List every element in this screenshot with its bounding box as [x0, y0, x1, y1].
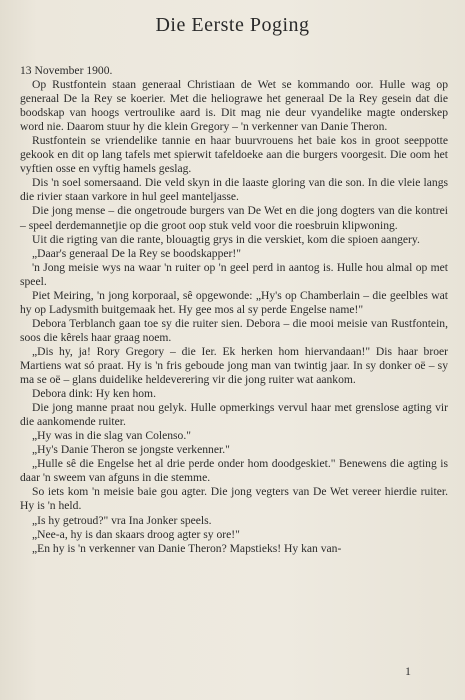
- paragraph: Debora dink: Hy ken hom.: [32, 387, 156, 401]
- paragraph: „Nee-a, hy is dan skaars droog agter sy ore!": [32, 527, 240, 541]
- paragraph: Piet Meiring, 'n jong korporaal, sê opgewonde: „Hy's op Chamberlain – die geelbles wat hy op Ladysmith buitgemaak het. Hy gee mos al sy perde Engelse name!": [20, 288, 448, 316]
- paragraph-date: 13 November 1900.: [20, 64, 113, 77]
- paragraph: „Hy was in die slag van Colenso.": [32, 429, 191, 443]
- paragraph: „Dis hy, ja! Rory Gregory – die Ier. Ek herken hom hiervandaan!" Dis haar broer Martiens wat só praat. Hy is 'n fris geboude jong man van twintig jaar. In sy donker oë – sy ma se oë – glans duidelike heldeverering vir die jong ruiter wat aankom.: [20, 344, 448, 387]
- paragraph: „Hy's Danie Theron se jongste verkenner.": [32, 443, 230, 457]
- paragraph: „Hulle sê die Engelse het al drie perde onder hom doodgeskiet." Benewens die agting is daar 'n sweem van afguns in die stemme.: [20, 457, 448, 485]
- paragraph: Rustfontein se vriendelike tannie en haar buurvrouens het baie kos in groot seeppotte gekook en dit op lang tafels met spierwit tafeldoeke aan die burgers voorgesit. Die oom het vyftien osse en vyftig hamels geslag.: [20, 134, 448, 176]
- paragraph: „Is hy getroud?" vra Ina Jonker speels.: [32, 513, 212, 527]
- chapter-title: Die Eerste Poging: [155, 14, 310, 36]
- paragraph: Die jong manne praat nou gelyk. Hulle opmerkings vervul haar met grenslose agting vir die aankomende ruiter.: [20, 401, 448, 429]
- paragraph: Uit die rigting van die rante, blouagtig grys in die verskiet, kom die spioen aangery.: [32, 232, 420, 246]
- paragraph: Op Rustfontein staan generaal Christiaan de Wet se kommando oor. Hulle wag op generaal De la Rey se koerier. Met die heliograwe het generaal De la Rey gesein dat die boodskap van hoogs vertroulike aard is. Dit mag nie deur vyandelike magte onderskep word nie. Daarom stuur hy die klein Gregory – 'n verkenner van Danie Theron.: [20, 78, 448, 134]
- paragraph: 'n Jong meisie wys na waar 'n ruiter op 'n geel perd in aantog is. Hulle hou almal op met speel.: [20, 260, 448, 288]
- paragraph: „Daar's generaal De la Rey se boodskapper!": [32, 246, 241, 260]
- chapter-body: [20, 64, 448, 556]
- paragraph: „En hy is 'n verkenner van Danie Theron? Mapstieks! Hy kan van-: [32, 541, 342, 555]
- page-number: 1: [405, 664, 411, 678]
- paragraph: Dis 'n soel somersaand. Die veld skyn in die laaste gloring van die son. In die vleie langs die rivier staan varkore in hul geel manteljasse.: [20, 176, 448, 204]
- paragraph: So iets kom 'n meisie baie gou agter. Die jong vegters van De Wet vereer hierdie ruiter. Hy is 'n held.: [20, 485, 448, 513]
- paragraph: Debora Terblanch gaan toe sy die ruiter sien. Debora – die mooi meisie van Rustfontein, soos die kêrels haar graag noem.: [20, 316, 448, 344]
- paragraph: Die jong mense – die ongetroude burgers van De Wet en die jong dogters van die kontrei – speel derdemannetjie op die groot oop stuk veld voor die roesbruin klipwoning.: [20, 204, 448, 232]
